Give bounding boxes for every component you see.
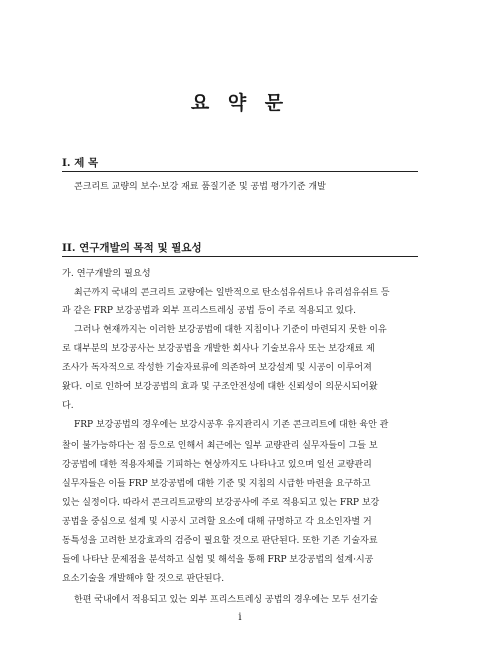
section-2-rule [62, 256, 418, 257]
body-line: 들에 나타난 문제점을 분석하고 실험 및 해석을 통해 FRP 보강공법의 설계·시공 [62, 555, 374, 565]
body-line: 공법을 중심으로 설계 및 시공시 고려할 요소에 대해 규명하고 각 요소인자별 거 [62, 517, 372, 527]
document-title: 요 약 문 [190, 92, 290, 114]
body-line: 왔다. 이로 인하여 보강공법의 효과 및 구조안전성에 대한 신뢰성이 의문시되어왔 [62, 382, 378, 392]
body-line: 과 같은 FRP 보강공법과 외부 프리스트레싱 공법 등이 주로 적용되고 있다. [62, 306, 356, 316]
body-line: 강공법에 대한 적용자체를 기피하는 현상까지도 나타나고 있으며 일선 교량관리 [62, 460, 372, 470]
body-line: 로 대부분의 보강공사는 보강공법을 개발한 회사나 기술보유사 또는 보강재료 제 [62, 344, 375, 354]
section-2-heading: II. 연구개발의 목적 및 필요성 [62, 242, 202, 254]
section-1-heading: I. 제 목 [62, 157, 99, 169]
body-line: 찰이 불가능하다는 점 등으로 인해서 최근에는 일부 교량관리 실무자들이 그들 보 [62, 441, 378, 451]
body-line: 요소기술을 개발해야 할 것으로 판단된다. [62, 574, 225, 584]
body-line: 다. [62, 401, 74, 411]
body-line: 한편 국내에서 적용되고 있는 외부 프리스트레싱 공법의 경우에는 모두 선기술 [74, 595, 378, 605]
section-2-subheading: 가. 연구개발의 필요성 [62, 268, 151, 279]
section-1-body: 콘크리트 교량의 보수·보강 재료 품질기준 및 공법 평가기준 개발 [74, 182, 326, 192]
page-number: i [238, 612, 242, 623]
section-1-rule [62, 171, 418, 172]
body-line: FRP 보강공법의 경우에는 보강시공후 유지관리시 기존 콘크리트에 대한 육안 관 [74, 420, 389, 430]
body-line: 최근까지 국내의 콘크리트 교량에는 일반적으로 탄소섬유쉬트나 유리섬유쉬트 등 [74, 288, 390, 298]
body-line: 그러나 현재까지는 이러한 보강공법에 대한 지침이나 기준이 마련되지 못한 이유 [74, 325, 387, 335]
body-line: 실무자들은 이들 FRP 보강공법에 대한 기준 및 지침의 시급한 마련을 요구하고 [62, 479, 371, 489]
body-line: 있는 실정이다. 따라서 콘크리트교량의 보강공사에 주로 적용되고 있는 FRP 보강 [62, 498, 380, 508]
body-line: 조사가 독자적으로 작성한 기술자료류에 의존하여 보강설계 및 시공이 이루어져 [62, 363, 372, 373]
body-line: 동특성을 고려한 보강효과의 검증이 필요할 것으로 판단된다. 또한 기존 기술자료 [62, 536, 378, 546]
